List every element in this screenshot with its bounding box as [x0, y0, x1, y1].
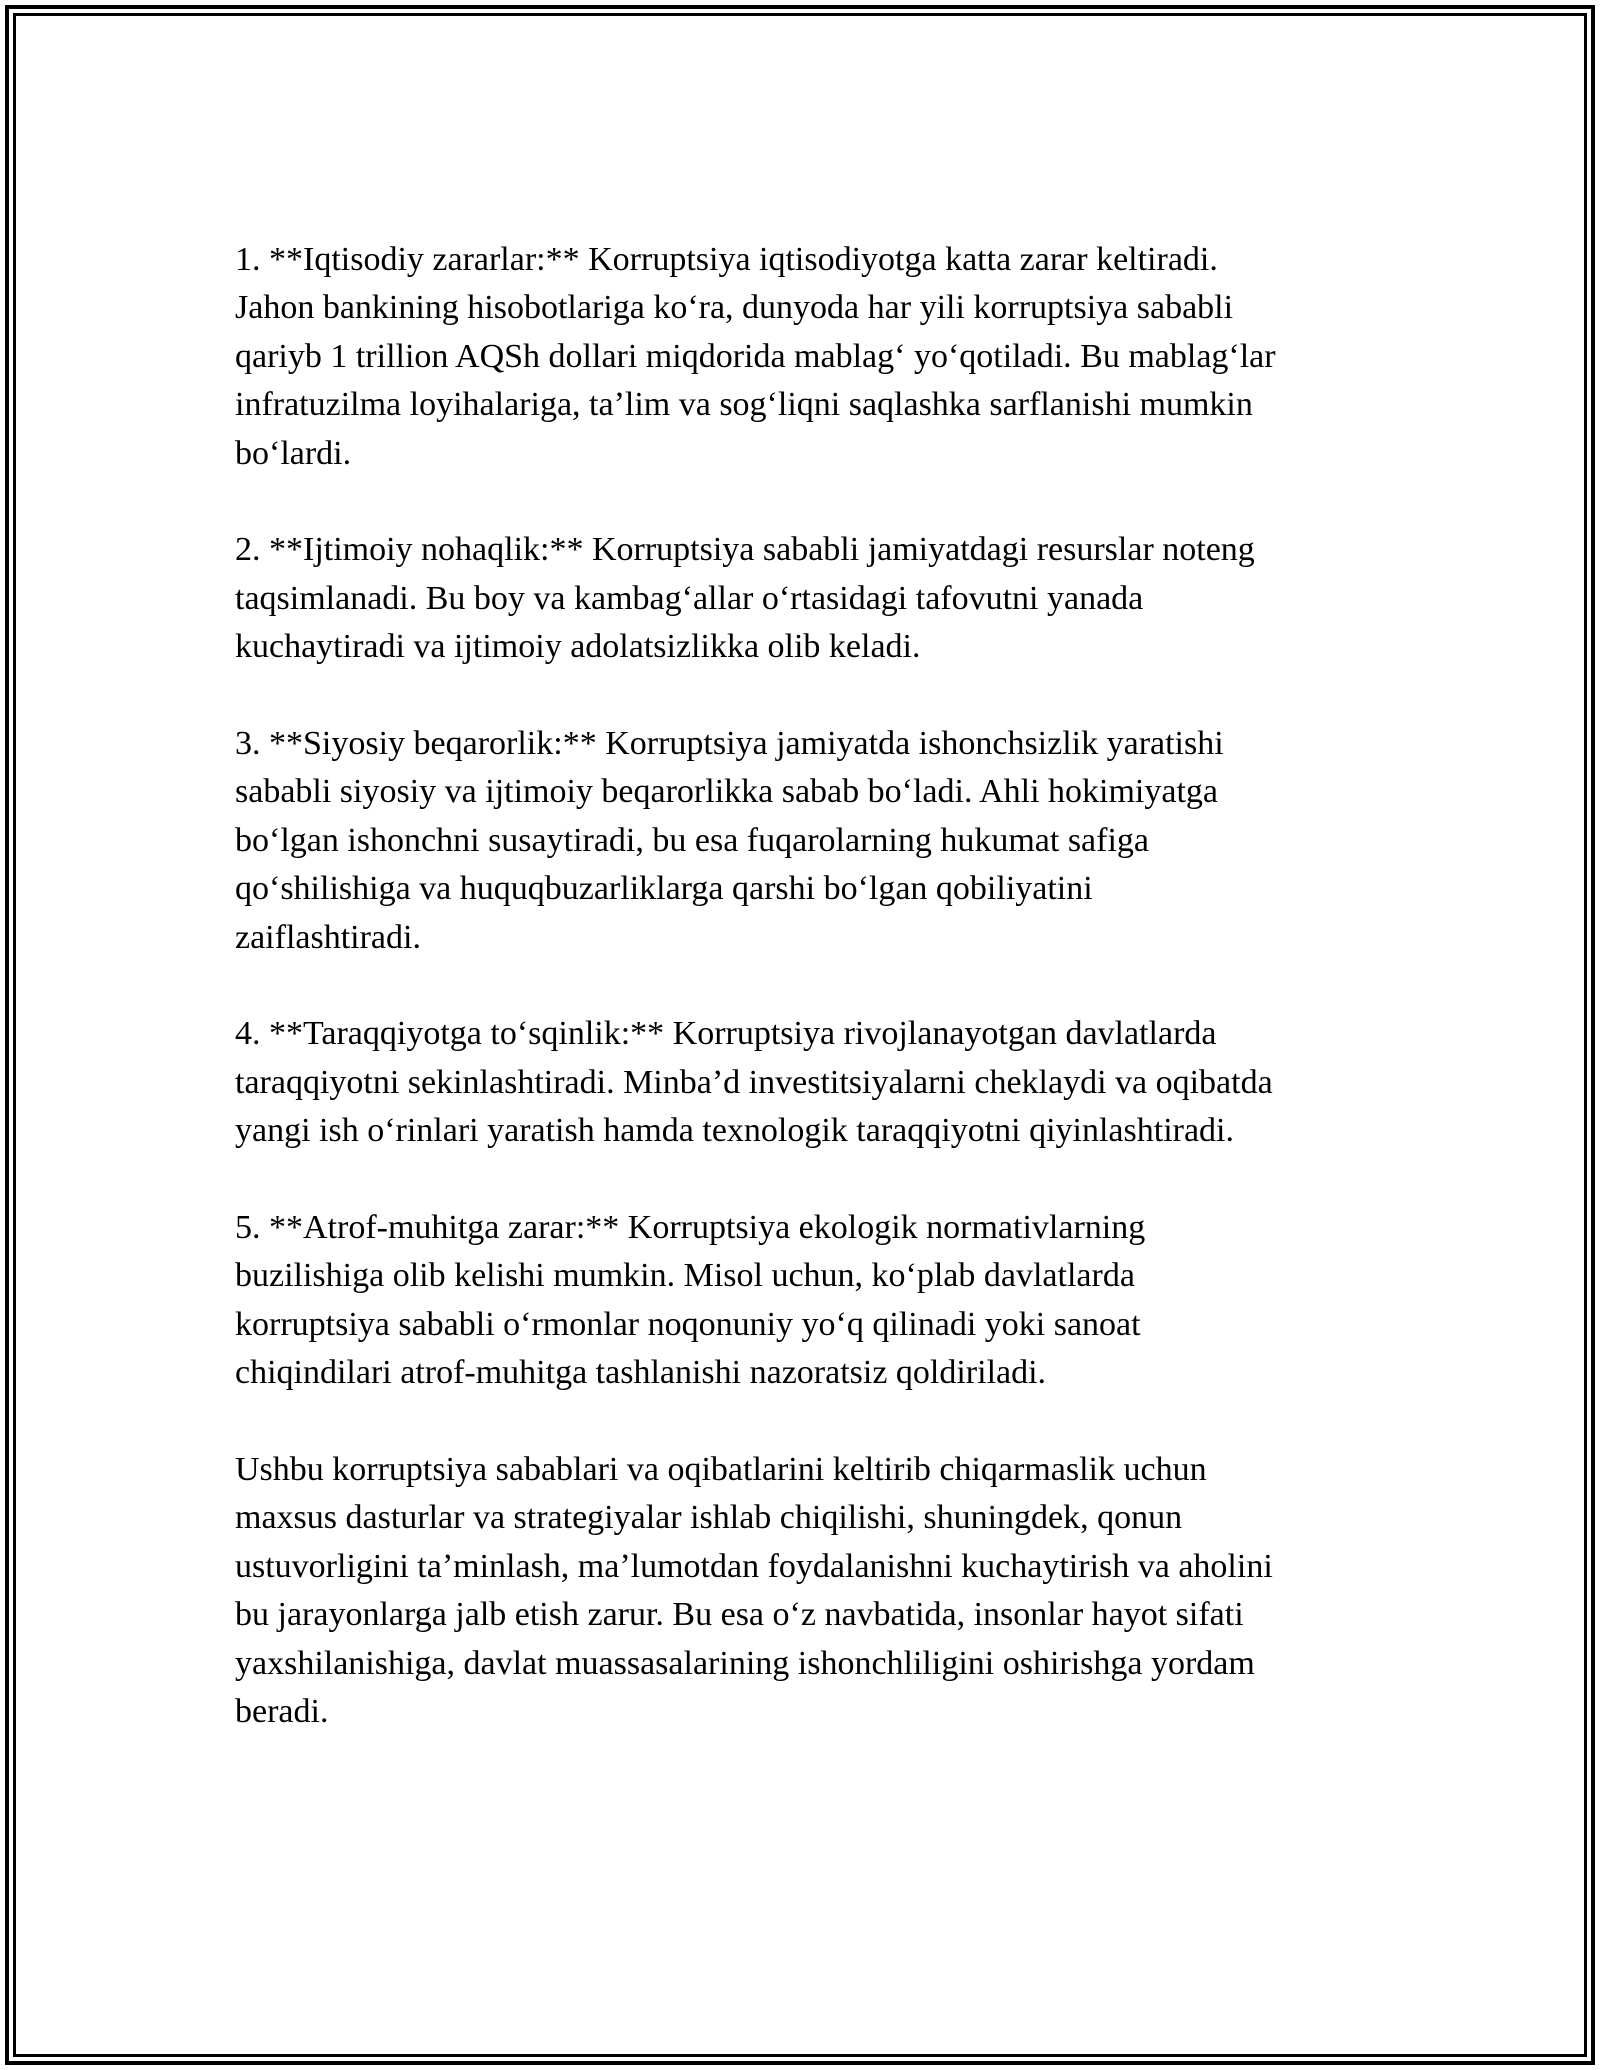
- text-line: yaxshilanishiga, davlat muassasalarining ishonchliligini oshirishga yordam: [235, 1644, 1255, 1682]
- text-line: ustuvorligini taʼminlash, maʼlumotdan foydalanishni kuchaytirish va aholini: [235, 1547, 1273, 1585]
- text-line: bu jarayonlarga jalb etish zarur. Bu esa oʻz navbatida, insonlar hayot sifati: [235, 1596, 1244, 1634]
- text-line: qariyb 1 trillion AQSh dollari miqdorida mablagʻ yoʻqotiladi. Bu mablagʻlar: [235, 337, 1276, 375]
- paragraph-political-instability: [235, 720, 1365, 962]
- paragraph-development-obstacle: [235, 1010, 1365, 1155]
- text-line: 5. **Atrof-muhitga zarar:** Korruptsiya ekologik normativlarning: [235, 1209, 1146, 1247]
- text-line: taqsimlanadi. Bu boy va kambagʻallar oʻrtasidagi tafovutni yanada: [235, 579, 1144, 617]
- text-line: buzilishiga olib kelishi mumkin. Misol uchun, koʻplab davlatlarda: [235, 1257, 1135, 1295]
- text-line: beradi.: [235, 1693, 329, 1731]
- text-line: Jahon bankining hisobotlariga koʻra, dunyoda har yili korruptsiya sababli: [235, 289, 1234, 327]
- text-line: taraqqiyotni sekinlashtiradi. Minbaʼd investitsiyalarni cheklaydi va oqibatda: [235, 1063, 1273, 1101]
- text-line: zaiflashtiradi.: [235, 918, 421, 956]
- document-body: [235, 236, 1365, 1737]
- paragraph-conclusion: [235, 1446, 1365, 1736]
- text-line: qoʻshilishiga va huquqbuzarliklarga qarshi boʻlgan qobiliyatini: [235, 870, 1093, 908]
- text-line: chiqindilari atrof-muhitga tashlanishi nazoratsiz qoldiriladi.: [235, 1354, 1047, 1392]
- text-line: yangi ish oʻrinlari yaratish hamda texnologik taraqqiyotni qiyinlashtiradi.: [235, 1112, 1234, 1150]
- text-line: infratuzilma loyihalariga, taʼlim va sogʻliqni saqlashka sarflanishi mumkin: [235, 386, 1253, 424]
- text-line: Ushbu korruptsiya sabablari va oqibatlarini keltirib chiqarmaslik uchun: [235, 1451, 1207, 1489]
- paragraph-economic-damage: [235, 236, 1365, 478]
- text-line: korruptsiya sababli oʻrmonlar noqonuniy yoʻq qilinadi yoki sanoat: [235, 1305, 1141, 1343]
- text-line: boʻlgan ishonchni susaytiradi, bu esa fuqarolarning hukumat safiga: [235, 821, 1149, 859]
- text-line: sababli siyosiy va ijtimoiy beqarorlikka sabab boʻladi. Ahli hokimiyatga: [235, 773, 1218, 811]
- text-line: boʻlardi.: [235, 434, 352, 472]
- text-line: maxsus dasturlar va strategiyalar ishlab chiqilishi, shuningdek, qonun: [235, 1499, 1183, 1537]
- text-line: 2. **Ijtimoiy nohaqlik:** Korruptsiya sababli jamiyatdagi resurslar noteng: [235, 531, 1255, 569]
- text-line: 4. **Taraqqiyotga toʻsqinlik:** Korruptsiya rivojlanayotgan davlatlarda: [235, 1015, 1217, 1053]
- paragraph-social-injustice: [235, 526, 1365, 671]
- text-line: kuchaytiradi va ijtimoiy adolatsizlikka olib keladi.: [235, 628, 921, 666]
- paragraph-environmental-damage: [235, 1204, 1365, 1398]
- text-line: 3. **Siyosiy beqarorlik:** Korruptsiya jamiyatda ishonchsizlik yaratishi: [235, 725, 1224, 763]
- text-line: 1. **Iqtisodiy zararlar:** Korruptsiya iqtisodiyotga katta zarar keltiradi.: [235, 241, 1218, 278]
